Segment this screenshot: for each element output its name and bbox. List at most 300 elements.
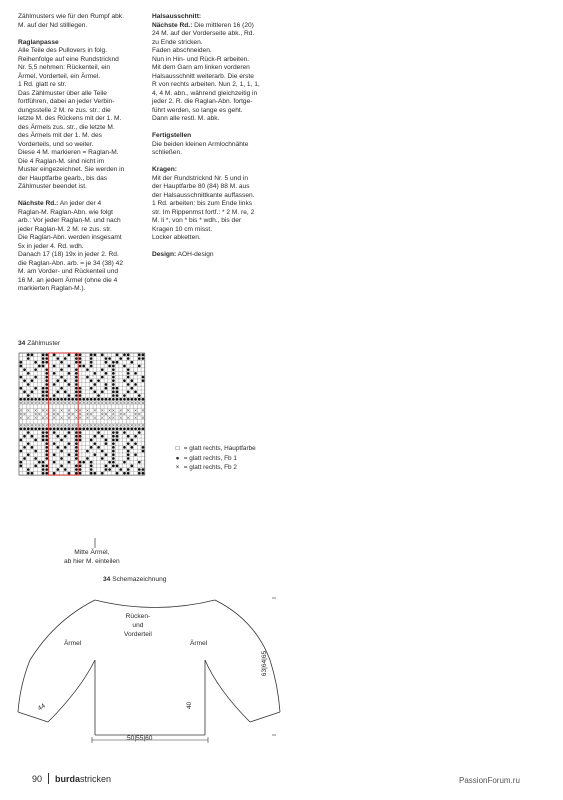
chart-dot [34, 450, 37, 453]
chart-dot [142, 450, 145, 453]
chart-dot [116, 394, 119, 397]
chart-dot [31, 379, 34, 382]
text-line: Die Raglan-Abn. werden insgesamt [18, 234, 122, 241]
chart-dot [27, 472, 30, 475]
chart-dot [53, 431, 56, 434]
chart-dot [57, 468, 60, 471]
chart-dot [20, 461, 23, 464]
chart-dot [60, 368, 63, 371]
chart-dot [112, 379, 115, 382]
chart-dot [131, 387, 134, 390]
chart-dot [108, 365, 111, 368]
chart-dot [34, 376, 37, 379]
chart-dot [53, 461, 56, 464]
chart-dot [79, 398, 82, 401]
legend-row: □ = glatt rechts, Hauptfarbe [173, 444, 256, 454]
chart-dot [105, 387, 108, 390]
chart-dot [68, 383, 71, 386]
chart-dot [131, 361, 134, 364]
neckline [95, 600, 215, 608]
chart-dot [134, 391, 137, 394]
text-section [18, 200, 146, 294]
chart-dot [45, 465, 48, 468]
chart-dot [42, 361, 45, 364]
sleeve-label-left: Ärmel [64, 640, 82, 647]
chart-dot [127, 450, 130, 453]
chart-dot [75, 446, 78, 449]
chart-dot [20, 428, 23, 431]
chart-dot [57, 379, 60, 382]
text-line: die Raglan-Abn. arb. = je 34 (38) 42 [18, 259, 124, 267]
chart-dot [45, 398, 48, 401]
chart-dot [134, 398, 137, 401]
chart-dot [42, 468, 45, 471]
width-dimension: 50|55|60 [127, 735, 153, 742]
chart-dot [23, 391, 26, 394]
chart-dot [112, 457, 115, 460]
chart-dot [27, 354, 30, 357]
chart-dot [105, 468, 108, 471]
chart-dot [142, 468, 145, 471]
chart-dot [90, 361, 93, 364]
text-line: 1 Rd. arbeiten: bis zum Ende links [152, 200, 253, 207]
chart-dot [90, 398, 93, 401]
text-line: Mit dem Garn am linken vorderen [152, 64, 250, 71]
chart-dot [57, 391, 60, 394]
chart-dot [134, 435, 137, 438]
chart-dot [105, 398, 108, 401]
chart-dot [82, 365, 85, 368]
chart-dot [105, 439, 108, 442]
chart-dot [138, 461, 141, 464]
chart-dot [68, 394, 71, 397]
chart-dot [105, 383, 108, 386]
chart-dot [60, 439, 63, 442]
text-line: fortführen, dabei an jeder Verbin- [18, 98, 115, 105]
chart-dot [123, 428, 126, 431]
chart-dot [101, 368, 104, 371]
chart-dot [57, 446, 60, 449]
text-line: Nr. 5,5 nehmen: Rückenteil, ein [18, 64, 110, 71]
chart-dot [127, 357, 130, 360]
text-line: Vorderteils, und so weiter. [18, 140, 94, 148]
chart-dot [75, 372, 78, 375]
chart-dot [45, 472, 48, 475]
chart-dot [90, 446, 93, 449]
chart-dot [116, 465, 119, 468]
text-line: Nächste Rd.: An jeder der 4 [18, 200, 102, 207]
chart-dot [86, 398, 89, 401]
chart-dot [142, 398, 145, 401]
chart-dot [79, 461, 82, 464]
chart-dot [116, 391, 119, 394]
text-line: Muster eingezeichnet. Sie werden in [18, 166, 125, 173]
chart-dot [42, 461, 45, 464]
chart-dot [75, 368, 78, 371]
chart-dot [101, 428, 104, 431]
text-line: Kragen 10 cm misst. [152, 225, 213, 233]
chart-dot [60, 398, 63, 401]
chart-dot [131, 446, 134, 449]
chart-legend [173, 444, 256, 473]
chart-dot [68, 372, 71, 375]
chart-dot [97, 379, 100, 382]
chart-dot [45, 439, 48, 442]
text-line: Die 4 Raglan-M. sind nicht im [18, 157, 105, 165]
chart-dot [131, 428, 134, 431]
left-text-column [18, 13, 146, 302]
chart-dot [60, 465, 63, 468]
chart-dot [101, 472, 104, 475]
text-line: str. Im Rippenmst fortf.: * 2 M. re, 2 [152, 208, 255, 216]
chart-dot [45, 379, 48, 382]
chart-dot [68, 354, 71, 357]
chart-dot [23, 457, 26, 460]
chart-dot [90, 461, 93, 464]
chart-dot [23, 446, 26, 449]
chart-dot [57, 428, 60, 431]
text-line: Danach 17 (18) 19x in jeder 2. Rd. [18, 251, 119, 258]
chart-dot [127, 442, 130, 445]
chart-dot [20, 465, 23, 468]
text-line: Design: AOH-design [152, 251, 214, 258]
chart-dot [64, 435, 67, 438]
chart-dot [45, 383, 48, 386]
text-section [152, 132, 292, 158]
dot-icon: ● [175, 454, 180, 462]
chart-dot [75, 354, 78, 357]
watermark: PassionForum.ru [459, 776, 520, 785]
chart-dot [112, 398, 115, 401]
chart-dot [97, 431, 100, 434]
chart-dot [138, 431, 141, 434]
chart-dot [53, 394, 56, 397]
chart-dot [101, 398, 104, 401]
chart-dot [75, 442, 78, 445]
chart-dot [75, 468, 78, 471]
text-line: jeder 2. R. die Raglan-Abn. fortge- [152, 98, 253, 105]
chart-dot [75, 387, 78, 390]
chart-dot [20, 387, 23, 390]
chart-dot [101, 457, 104, 460]
chart-dot [127, 368, 130, 371]
knitting-chart [18, 352, 146, 481]
chart-dot [60, 450, 63, 453]
text-line: Ärmel, Vorderteil, ein Ärmel. [18, 72, 101, 80]
chart-dot [34, 428, 37, 431]
right-underarm [205, 660, 250, 722]
text-line: 4, 4 M. abn., während gleichzeitig in [152, 89, 258, 97]
chart-dot [71, 428, 74, 431]
text-line: 16 M. an jedem Ärmel (ohne die 4 [18, 276, 118, 284]
chart-dot [131, 398, 134, 401]
chart-dot [112, 376, 115, 379]
chart-dot [42, 465, 45, 468]
chart-dot [23, 379, 26, 382]
chart-dot [53, 398, 56, 401]
chart-dot [138, 357, 141, 360]
chart-dot [97, 446, 100, 449]
section-heading: Halsausschnitt: [152, 13, 202, 20]
chart-dot [142, 354, 145, 357]
chart-dot [68, 428, 71, 431]
chart-dot [53, 472, 56, 475]
chart-dot [71, 398, 74, 401]
chart-dot [31, 398, 34, 401]
chart-dot [90, 428, 93, 431]
chart-dot [138, 468, 141, 471]
chart-dot [64, 468, 67, 471]
chart-dot [127, 376, 130, 379]
chart-dot [45, 435, 48, 438]
text-line: führt werden, so lange es geht. [152, 106, 243, 114]
chart-dot [127, 398, 130, 401]
chart-title: 34 Zählmuster [18, 340, 61, 347]
chart-dot [45, 442, 48, 445]
chart-dot [60, 376, 63, 379]
text-line: 1 Rd. glatt re str. [18, 81, 67, 88]
chart-dot [142, 446, 145, 449]
footer-divider [48, 773, 49, 784]
text-line: Die beiden kleinen Armlochnähte [152, 140, 249, 148]
chart-dot [79, 428, 82, 431]
body-label: Rücken- und Vorderteil [124, 613, 152, 638]
annotation-pointer [90, 538, 100, 550]
chart-dot [20, 376, 23, 379]
chart-dot [82, 398, 85, 401]
chart-dot [68, 365, 71, 368]
chart-dot [123, 431, 126, 434]
chart-dot [138, 428, 141, 431]
chart-dot [97, 428, 100, 431]
chart-dot [75, 450, 78, 453]
chart-dot [123, 394, 126, 397]
chart-dot [97, 398, 100, 401]
chart-dot [105, 372, 108, 375]
chart-dot [27, 372, 30, 375]
chart-dot [112, 387, 115, 390]
chart-dot [42, 357, 45, 360]
text-line: schließen. [152, 149, 183, 156]
chart-dot [75, 391, 78, 394]
chart-dot [116, 428, 119, 431]
cross-icon: × [175, 464, 180, 471]
chart-dot [108, 398, 111, 401]
chart-dot [53, 372, 56, 375]
chart-dot [127, 453, 130, 456]
chart-dot [68, 398, 71, 401]
chart-dot [94, 398, 97, 401]
chart-dot [75, 383, 78, 386]
chart-dot [138, 394, 141, 397]
chart-dot [75, 472, 78, 475]
chart-dot [79, 357, 82, 360]
text-section [152, 251, 292, 260]
chart-dot [27, 398, 30, 401]
chart-dot [53, 383, 56, 386]
chart-dot [75, 431, 78, 434]
text-line: Zählmuster beendet ist. [18, 183, 87, 190]
chart-dot [45, 387, 48, 390]
chart-dot [142, 379, 145, 382]
chart-dot [38, 461, 41, 464]
chart-dot [79, 435, 82, 438]
chart-dot [23, 428, 26, 431]
chart-dot [131, 465, 134, 468]
chart-dot [34, 361, 37, 364]
chart-dot [134, 442, 137, 445]
chart-dot [119, 357, 122, 360]
chart-dot [27, 431, 30, 434]
chart-dot [75, 394, 78, 397]
text-line: Raglan-M. Raglan-Abn. wie folgt [18, 208, 113, 216]
chart-dot [138, 365, 141, 368]
text-line: M. am Vorder- und Rückenteil und [18, 268, 119, 275]
chart-dot [53, 442, 56, 445]
chart-dot [94, 472, 97, 475]
chart-dot [123, 379, 126, 382]
chart-dot [75, 379, 78, 382]
chart-dot [27, 442, 30, 445]
text-line: Nächste Rd.: Die mittleren 16 (20) [152, 21, 254, 29]
chart-dot [101, 435, 104, 438]
chart-dot [23, 398, 26, 401]
text-line: jeder Raglan-M. 2 M. re zus. str. [18, 225, 112, 233]
chart-dot [42, 431, 45, 434]
chart-dot [45, 361, 48, 364]
text-line: Diese 4 M. markieren = Raglan-M. [18, 149, 119, 156]
chart-dot [60, 428, 63, 431]
chart-dot [112, 383, 115, 386]
chart-dot [123, 354, 126, 357]
annotation-line-2: ab hier M. einteilen [64, 558, 120, 565]
chart-dot [142, 428, 145, 431]
chart-dot [49, 428, 52, 431]
chart-dot [53, 354, 56, 357]
chart-dot [68, 461, 71, 464]
text-line: zu Ende stricken. [152, 38, 203, 46]
cuff-dimension: 44 [36, 702, 47, 713]
chart-dot [116, 439, 119, 442]
text-line: Alle Teile des Pullovers in folg. [18, 47, 107, 54]
chart-dot [45, 468, 48, 471]
chart-dot [134, 428, 137, 431]
chart-dot [75, 357, 78, 360]
sweater-schematic [0, 578, 300, 748]
chart-dot [138, 354, 141, 357]
left-sleeve-top [18, 600, 95, 712]
text-line: 24 M. auf der Vorderseite abk., Rd. [152, 30, 255, 37]
chart-dot [45, 450, 48, 453]
text-line: des Ärmels zus. str., die letzte M. [18, 123, 115, 131]
chart-dot [34, 387, 37, 390]
chart-dot [127, 354, 130, 357]
chart-dot [79, 361, 82, 364]
chart-dot [75, 428, 78, 431]
chart-dot [60, 387, 63, 390]
chart-dot [112, 365, 115, 368]
chart-dot [112, 394, 115, 397]
chart-dot [20, 450, 23, 453]
chart-dot [45, 357, 48, 360]
chart-dot [20, 398, 23, 401]
text-line: Mit der Rundstricknd Nr. 5 und in [152, 174, 249, 182]
chart-dot [68, 453, 71, 456]
chart-dot [142, 376, 145, 379]
text-section [152, 13, 292, 124]
chart-dot [108, 357, 111, 360]
chart-dot [79, 439, 82, 442]
chart-dot [57, 435, 60, 438]
chart-dot [60, 457, 63, 460]
text-line: der Halsausschnittkante auffassen. [152, 191, 255, 199]
chart-dot [127, 472, 130, 475]
chart-dot [138, 398, 141, 401]
chart-dot [90, 468, 93, 471]
chart-dot [112, 391, 115, 394]
chart-dot [27, 383, 30, 386]
chart-dot [90, 387, 93, 390]
chart-dot [123, 472, 126, 475]
chart-dot [23, 435, 26, 438]
legend-row: × = glatt rechts, Fb 2 [173, 463, 256, 473]
chart-dot [53, 453, 56, 456]
chart-dot [75, 465, 78, 468]
chart-dot [142, 357, 145, 360]
chart-dot [45, 372, 48, 375]
chart-dot [105, 453, 108, 456]
chart-dot [134, 383, 137, 386]
chart-dot [101, 354, 104, 357]
chart-dot [75, 376, 78, 379]
chart-dot [27, 357, 30, 360]
sleeve-label-right: Ärmel [190, 640, 208, 647]
left-cuff [18, 712, 48, 722]
empty-square-icon: □ [175, 445, 180, 452]
text-line: R von rechts arbeiten. Nun 2, 1, 1, 1, [152, 81, 260, 88]
chart-dot [53, 428, 56, 431]
chart-dot [79, 365, 82, 368]
chart-dot [42, 387, 45, 390]
chart-dot [116, 387, 119, 390]
chart-dot [116, 398, 119, 401]
chart-dot [97, 394, 100, 397]
page-footer [32, 773, 111, 784]
text-line: dungsstelle 2 M. re zus. str.: die [18, 106, 111, 114]
chart-dot [116, 431, 119, 434]
chart-dot [45, 446, 48, 449]
chart-dot [38, 365, 41, 368]
section-heading: Raglanpasse [18, 38, 59, 46]
chart-dot [90, 439, 93, 442]
chart-dot [45, 354, 48, 357]
chart-dot [75, 453, 78, 456]
text-line: M. li *, von * bis * wdh., bis der [152, 217, 242, 224]
chart-dot [101, 391, 104, 394]
chart-dot [86, 457, 89, 460]
chart-dot [127, 372, 130, 375]
magazine-name: burdastricken [55, 774, 112, 784]
chart-dot [68, 442, 71, 445]
chart-dot [45, 368, 48, 371]
text-line: Das Zählmuster über alle Teile [18, 89, 107, 97]
chart-dot [94, 435, 97, 438]
text-line: Faden abschneiden. [152, 47, 212, 54]
chart-dot [90, 354, 93, 357]
chart-dot [79, 472, 82, 475]
chart-dot [42, 435, 45, 438]
chart-dot [127, 457, 130, 460]
